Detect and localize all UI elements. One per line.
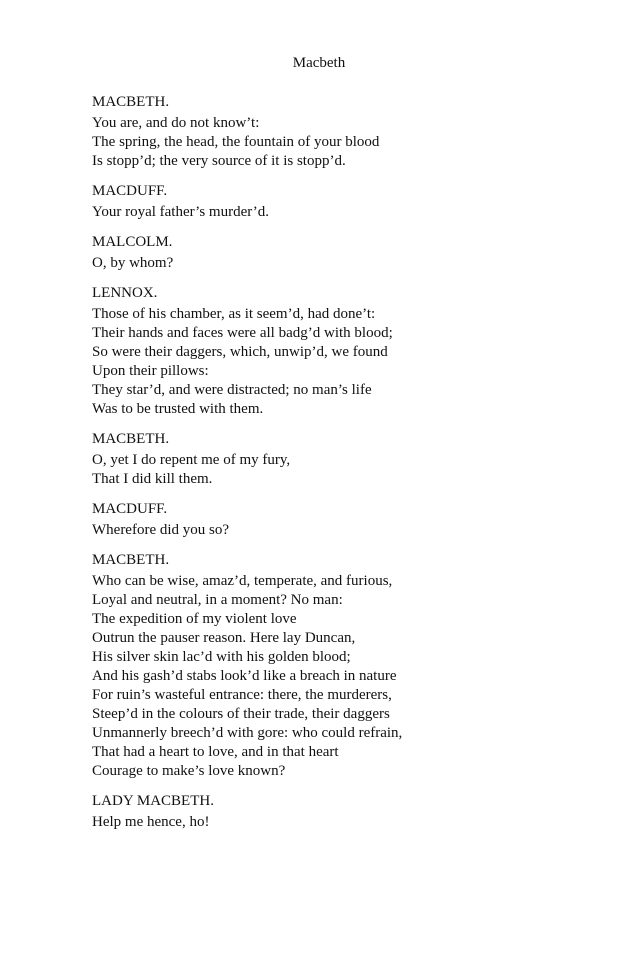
verse-line: You are, and do not know’t: (92, 115, 260, 131)
speech-block (92, 93, 612, 171)
verse-line: Outrun the pauser reason. Here lay Duncan, (92, 630, 356, 646)
verse-line: Is stopp’d; the very source of it is stopp’d. (92, 153, 346, 169)
speech-block (92, 430, 612, 489)
verse-line: Your royal father’s murder’d. (92, 204, 270, 220)
speaker-name: MACDUFF. (92, 501, 168, 517)
verse-line: Loyal and neutral, in a moment? No man: (92, 592, 343, 608)
verse-line: Help me hence, ho! (92, 814, 210, 830)
verse-line: That I did kill them. (92, 471, 213, 487)
verse-line: That had a heart to love, and in that heart (92, 744, 339, 760)
speaker-name: LENNOX. (92, 285, 158, 301)
speaker-name: MALCOLM. (92, 234, 173, 250)
verse-line: Wherefore did you so? (92, 522, 230, 538)
speaker-name: MACDUFF. (92, 183, 168, 199)
speech-block (92, 233, 612, 273)
verse-line: Those of his chamber, as it seem’d, had done’t: (92, 306, 376, 322)
speech-block (92, 500, 612, 540)
verse-line: And his gash’d stabs look’d like a breach in nature (92, 668, 397, 684)
speaker-name: MACBETH. (92, 431, 170, 447)
verse-line: O, yet I do repent me of my fury, (92, 452, 291, 468)
verse-line: Was to be trusted with them. (92, 401, 264, 417)
speaker-name: MACBETH. (92, 94, 170, 110)
verse-line: O, by whom? (92, 255, 174, 271)
verse-line: Unmannerly breech’d with gore: who could refrain, (92, 725, 403, 741)
verse-line: Steep’d in the colours of their trade, their daggers (92, 706, 390, 722)
verse-line: Upon their pillows: (92, 363, 209, 379)
speech-block (92, 551, 612, 781)
verse-line: Who can be wise, amaz’d, temperate, and furious, (92, 573, 393, 589)
play-text (92, 93, 612, 843)
verse-line: They star’d, and were distracted; no man’s life (92, 382, 372, 398)
verse-line: Their hands and faces were all badg’d with blood; (92, 325, 393, 341)
verse-line: His silver skin lac’d with his golden blood; (92, 649, 351, 665)
verse-line: So were their daggers, which, unwip’d, we found (92, 344, 388, 360)
verse-line: Courage to make’s love known? (92, 763, 286, 779)
speech-block (92, 792, 612, 832)
speech-block (92, 182, 612, 222)
speech-block (92, 284, 612, 419)
page-title: Macbeth (292, 55, 346, 71)
verse-line: For ruin’s wasteful entrance: there, the murderers, (92, 687, 392, 703)
verse-line: The spring, the head, the fountain of your blood (92, 134, 380, 150)
speaker-name: MACBETH. (92, 552, 170, 568)
speaker-name: LADY MACBETH. (92, 793, 214, 809)
verse-line: The expedition of my violent love (92, 611, 297, 627)
